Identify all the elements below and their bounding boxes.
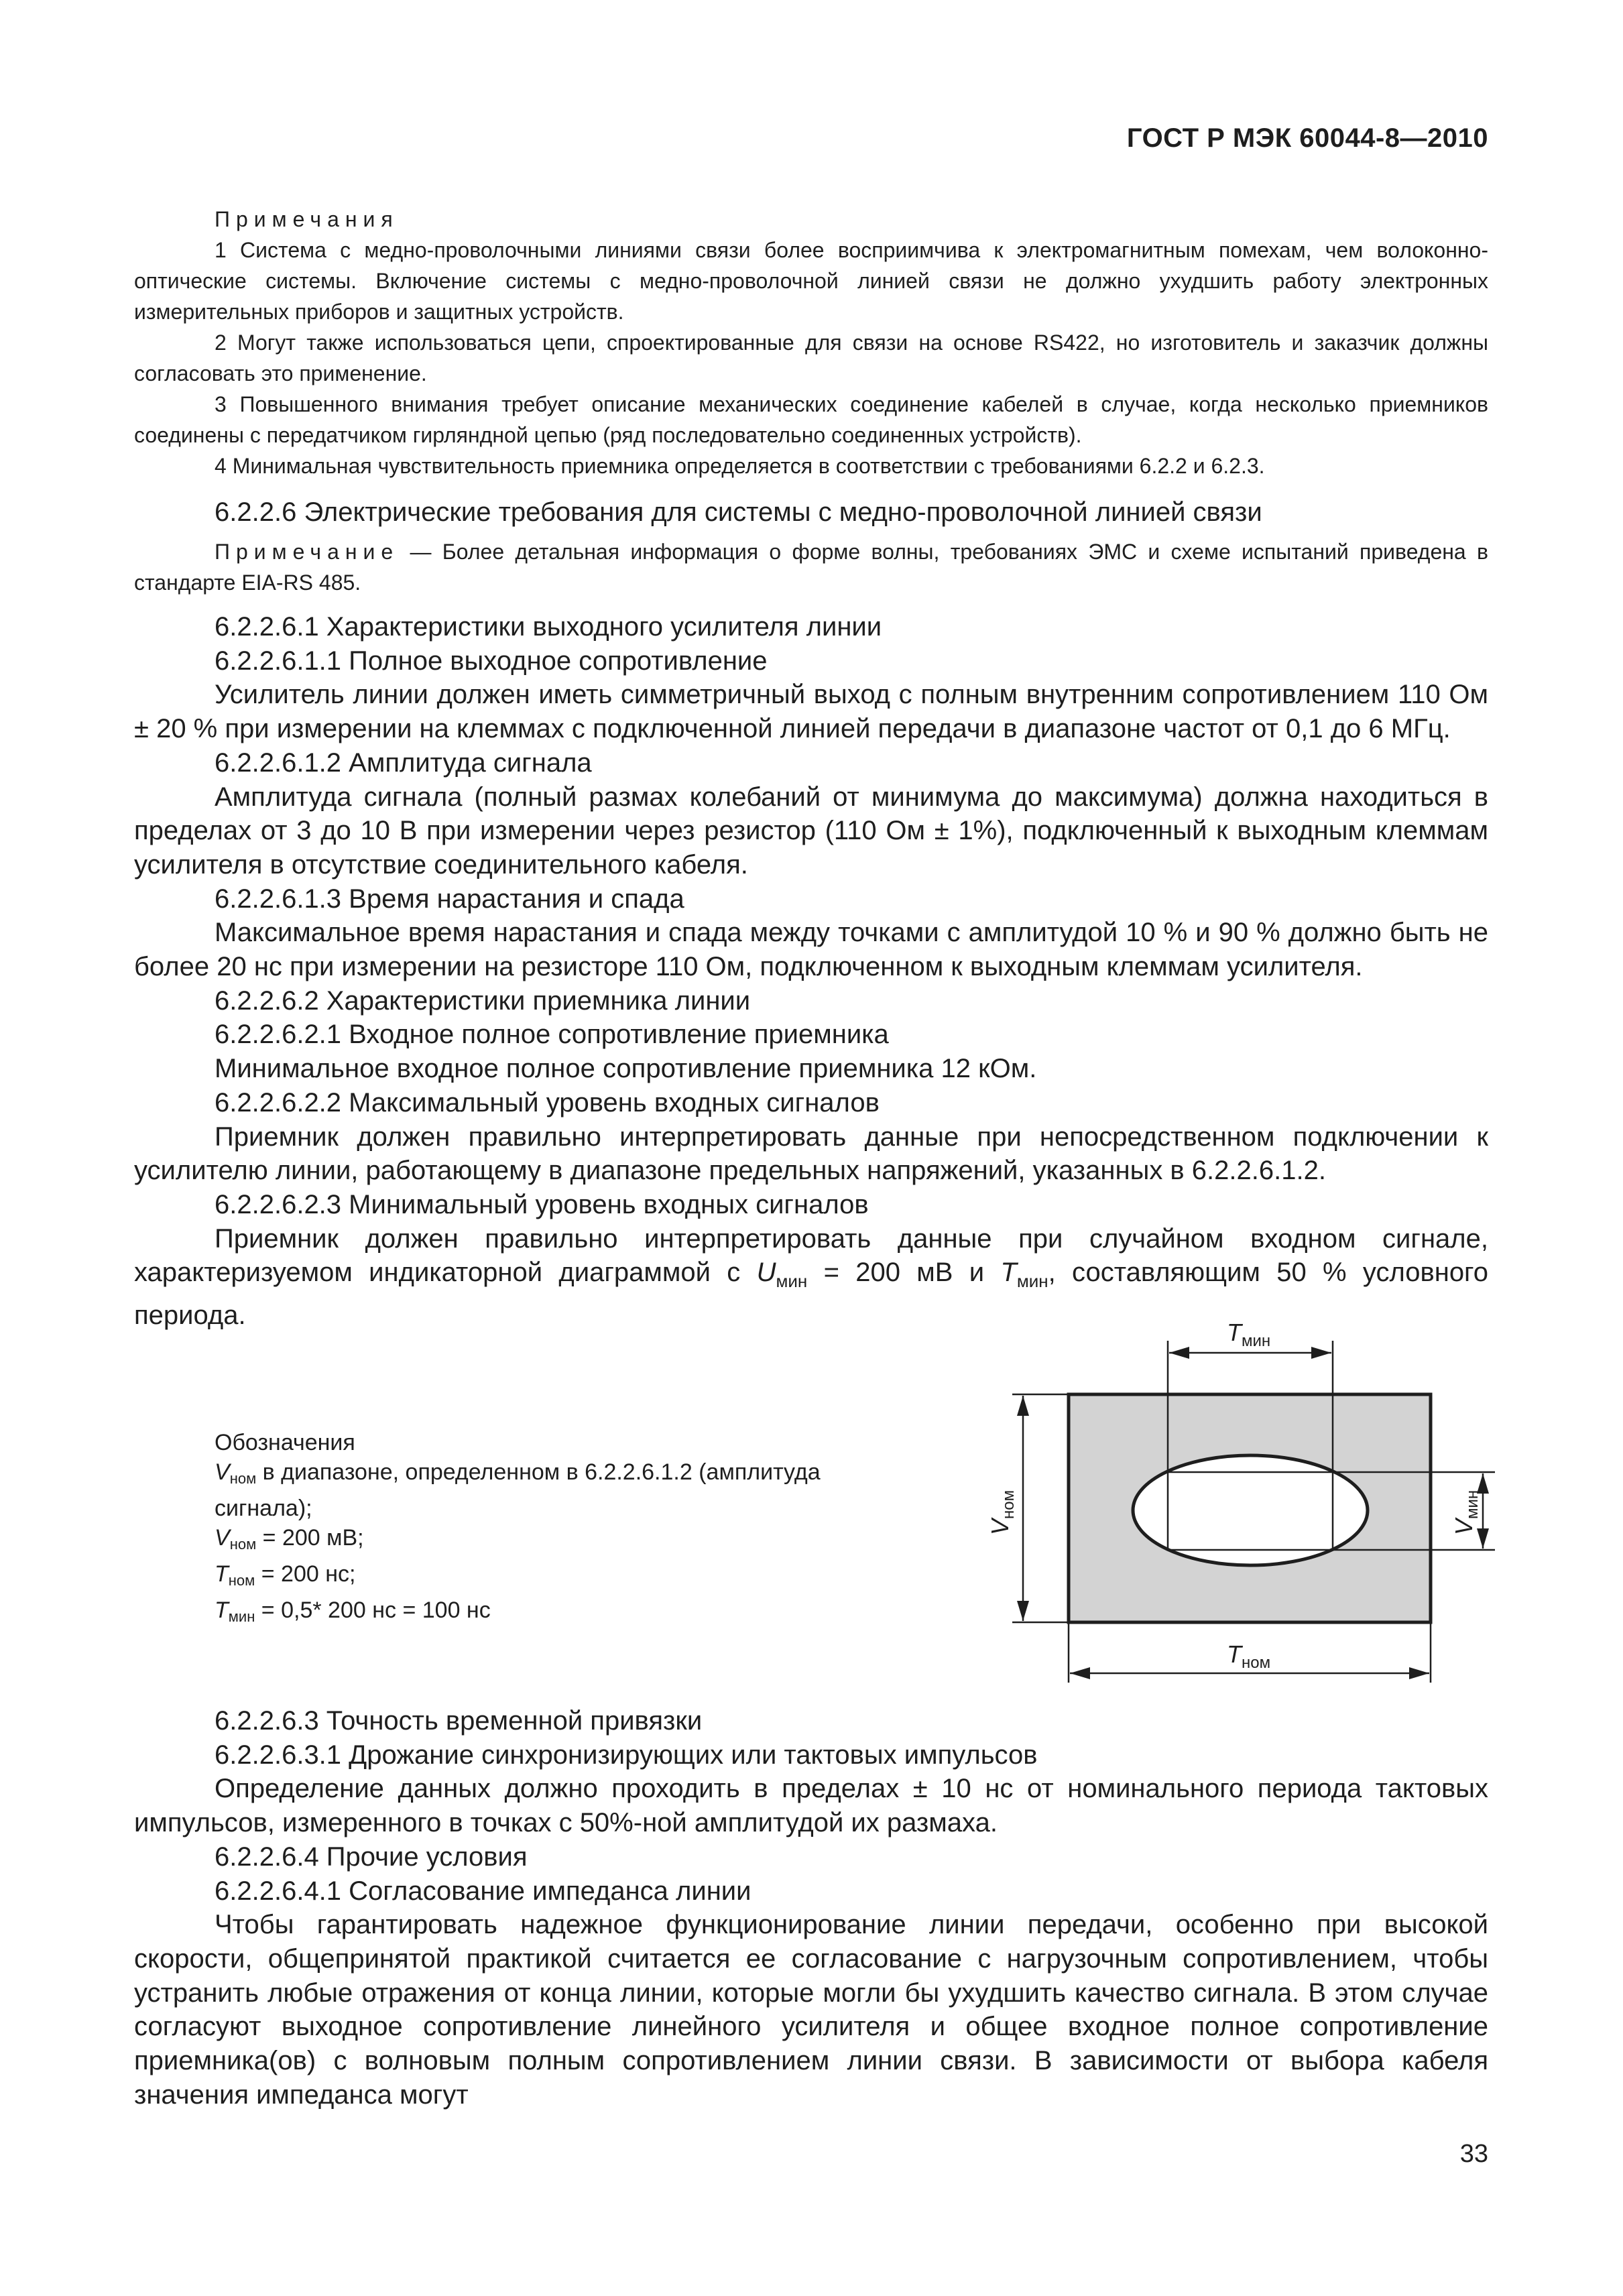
note-item-3: 3 Повышенного внимания требует описание механических соединение кабелей в случае, когда несколько приемников соединены с передатчиком гирляндной цепью (ряд последовательно соединенных устройств). <box>134 392 1488 447</box>
legend-line: $T_{ном} = 200$ нс; <box>215 1561 356 1589</box>
page-number: 33 <box>1459 2140 1488 2168</box>
paragraph: 6.2.2.6.2.2 Максимальный уровень входных сигналов <box>215 1087 880 1117</box>
paragraph: 6.2.2.6.1.1 Полное выходное сопротивление <box>215 646 768 676</box>
diagram-legend <box>215 1428 871 1632</box>
paragraph: Максимальное время нарастания и спада между точками с амплитудой 10 % и 90 % должно быть не более 20 нс при измерении на резисторе 110 Ом, подключенном к выходным клеммам усилителя. <box>134 918 1488 982</box>
note-text: — Более детальная информация о форме волны, требованиях ЭМС и схеме испытаний приведена в стандарте EIA-RS 485. <box>134 540 1488 595</box>
paragraph: Определение данных должно проходить в пределах ± 10 нс от номинального периода тактовых импульсов, измеренного в точках с 50%-ной амплитудой их размаха. <box>134 1774 1488 1838</box>
paragraph: 6.2.2.6.4.1 Согласование импеданса линии <box>215 1876 752 1906</box>
paragraph: Приемник должен правильно интерпретировать данные при непосредственном подключении к усилителю линии, работающему в диапазоне предельных напряжений, указанных в 6.2.2.6.1.2. <box>134 1122 1488 1186</box>
notes-block <box>134 204 1488 481</box>
paragraph: 6.2.2.6.3.1 Дрожание синхронизирующих или тактовых импульсов <box>215 1740 1038 1770</box>
paragraph: 6.2.2.6.4 Прочие условия <box>215 1841 528 1872</box>
paragraph: 6.2.2.6.2 Характеристики приемника линии <box>215 985 751 1016</box>
t-min-label: $T_{мин}$ <box>1227 1319 1271 1350</box>
note-item-1: 1 Система с медно-проволочными линиями связи более восприимчива к электромагнитным помехам, чем волоконно-оптические системы. Включение системы с медно-проволочной линией связи не должно ухудшить работу электронных измерительных приборов и защитных устройств. <box>134 238 1488 324</box>
paragraph: 6.2.2.6.2.1 Входное полное сопротивление приемника <box>215 1020 889 1050</box>
legend-line: $T_{мин} = 0,5*$ 200 нс = 100 нс <box>215 1597 491 1625</box>
note-item-2: 2 Могут также использоваться цепи, спроектированные для связи на основе RS422, но изготовитель и заказчик должны согласовать это применение. <box>134 330 1488 385</box>
document-header: ГОСТ Р МЭК 60044-8—2010 <box>1126 123 1488 153</box>
paragraph: Усилитель линии должен иметь симметричный выход с полным внутренним сопротивлением 110 Ом ± 20 % при измерении на клеммах с подключенной линией передачи в диапазоне частот от 0,1 до 6 МГц. <box>134 680 1488 744</box>
eye-diagram <box>979 1301 1528 1703</box>
section-6-2-2-6-heading: 6.2.2.6 Электрические требования для системы с медно-проволочной линией связи <box>215 497 1262 527</box>
paragraph: Амплитуда сигнала (полный размах колебаний от минимума до максимума) должна находиться в пределах от 3 до 10 В при измерении через резистор (110 Ом ± 1%), подключенный к выходным клеммам усилителя в отсутствие соединительного кабеля. <box>134 782 1488 880</box>
t-nom-label: $T_{ном}$ <box>1227 1640 1271 1672</box>
paragraph: Минимальное входное полное сопротивление приемника 12 кОм. <box>215 1054 1037 1084</box>
paragraph-min-input-level: Приемник должен правильно интерпретировать данные при случайном входном сигнале, характеризуемом индикаторной диаграммой с $U_{мин} = 200$ мВ и $T_{мин}$, составляющим 50 % условного периода. <box>134 1223 1489 1331</box>
paragraph: 6.2.2.6.1 Характеристики выходного усилителя линии <box>215 612 882 642</box>
note-item-4: 4 Минимальная чувствительность приемника определяется в соответствии с требованиями 6.2.2 и 6.2.3. <box>215 454 1265 478</box>
notes-title: Примечания <box>215 207 399 231</box>
body-text-upper <box>134 610 1488 1333</box>
legend-line: $V_{ном} = 200$ мВ; <box>215 1525 364 1553</box>
single-note <box>134 536 1488 598</box>
legend-line: $V_{ном}$ в диапазоне, определенном в 6.2.2.6.1.2 (амплитуда сигнала); <box>215 1459 821 1521</box>
paragraph: Чтобы гарантировать надежное функционирование линии передачи, особенно при высокой скорости, общепринятой практикой считается ее согласование с нагрузочным сопротивлением, чтобы устранить любые отражения от конца линии, которые могли бы ухудшить качество сигнала. В этом случае согласуют выходное сопротивление линейного усилителя и общее входное полное сопротивление приемника(ов) с волновым полным сопротивлением линии связи. В зависимости от выбора кабеля значения импеданса могут <box>134 1910 1488 2110</box>
paragraph: 6.2.2.6.1.3 Время нарастания и спада <box>215 884 684 914</box>
paragraph: 6.2.2.6.2.3 Минимальный уровень входных сигналов <box>215 1189 869 1219</box>
legend-title: Обозначения <box>215 1430 355 1455</box>
v-min-label: $V_{мин}$ <box>1450 1490 1482 1535</box>
v-nom-label: $V_{ном}$ <box>986 1490 1018 1535</box>
paragraph: 6.2.2.6.1.2 Амплитуда сигнала <box>215 747 592 778</box>
paragraph: 6.2.2.6.3 Точность временной привязки <box>215 1706 703 1736</box>
body-text-lower <box>134 1704 1488 2112</box>
note-label: Примечание <box>215 540 400 564</box>
